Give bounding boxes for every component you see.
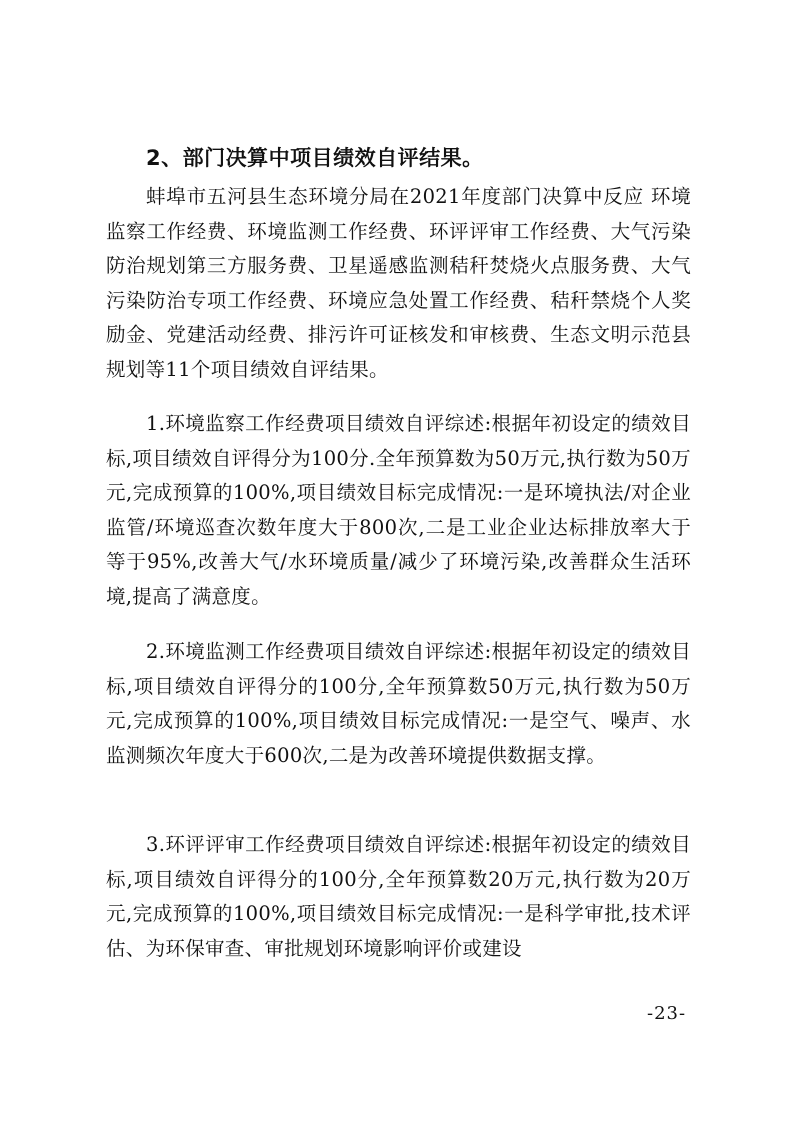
page-number: -23- <box>647 1003 687 1024</box>
paragraph-intro: 蚌埠市五河县生态环境分局在2021年度部门决算中反应 环境监察工作经费、环境监测工作经费、环评评审工作经费、大气污染防治规划第三方服务费、卫星遥感监测秸秆焚烧火点服务费、大气污染防治专项工作经费、环境应急处置工作经费、秸秆禁烧个人奖励金、党建活动经费、排污许可证核发和审核费、生态文明示范县规划等11个项目绩效自评结果。 <box>106 185 691 381</box>
section-heading: 2、部门决算中项目绩效自评结果。 <box>146 146 484 170</box>
paragraph-item-1: 1.环境监察工作经费项目绩效自评综述:根据年初设定的绩效目标,项目绩效自评得分为100分.全年预算数为50万元,执行数为50万元,完成预算的100%,项目绩效目标完成情况:一是环境执法/对企业监管/环境巡查次数年度大于800次,二是工业企业达标排放率大于等于95%,改善大气/水环境质量/减少了环境污染,改善群众生活环境,提高了满意度。 <box>106 412 691 608</box>
paragraph-item-3: 3.环评评审工作经费项目绩效自评综述:根据年初设定的绩效目标,项目绩效自评得分的100分,全年预算数20万元,执行数为20万元,完成预算的100%,项目绩效目标完成情况:一是科学审批,技术评估、为环保审查、审批规划环境影响评价或建设 <box>106 833 691 960</box>
paragraph-item-2: 2.环境监测工作经费项目绩效自评综述:根据年初设定的绩效目标,项目绩效自评得分的100分,全年预算数50万元,执行数为50万元,完成预算的100%,项目绩效目标完成情况:一是空气、噪声、水监测频次年度大于600次,二是为改善环境提供数据支撑。 <box>106 640 691 767</box>
